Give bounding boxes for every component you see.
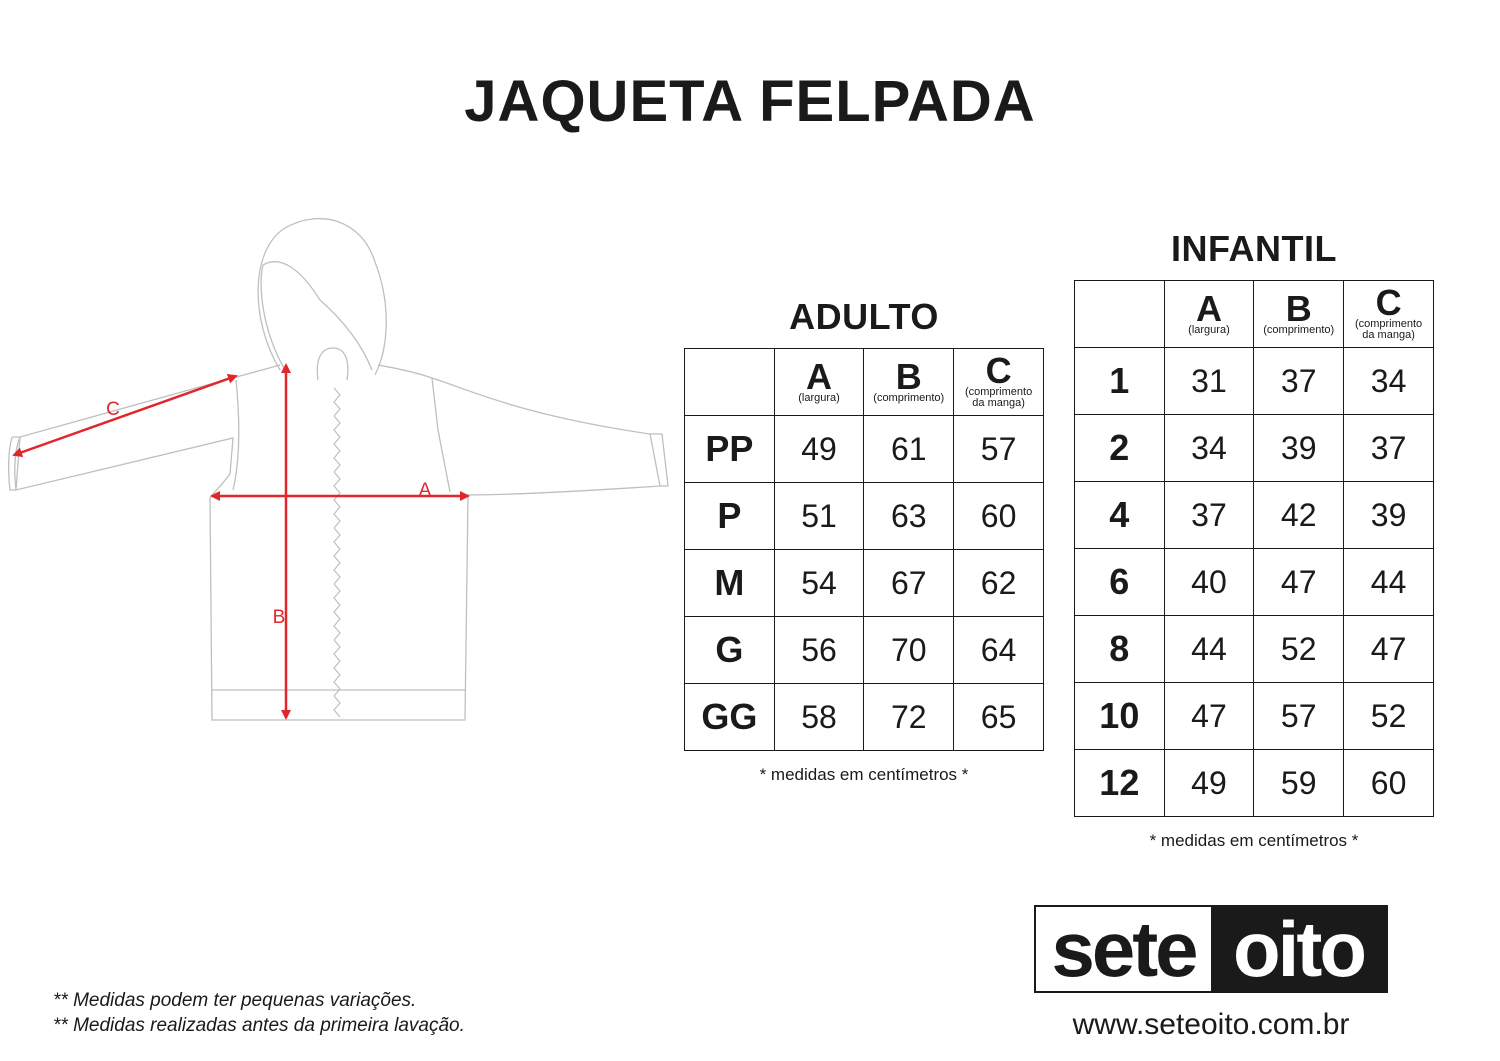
value-c: 47 [1344, 616, 1434, 683]
size-label: GG [685, 684, 775, 751]
table-row [1075, 683, 1434, 750]
size-label: PP [685, 416, 775, 483]
adult-header-row [685, 349, 1044, 416]
size-label: 8 [1075, 616, 1165, 683]
value-a: 49 [774, 416, 864, 483]
table-row [685, 617, 1044, 684]
header-b: B (comprimento) [1254, 281, 1344, 348]
table-row [1075, 549, 1434, 616]
table-row [1075, 616, 1434, 683]
value-b: 37 [1254, 348, 1344, 415]
logo-part-1: sete [1036, 907, 1211, 991]
value-b: 67 [864, 550, 954, 617]
value-b: 47 [1254, 549, 1344, 616]
value-c: 65 [954, 684, 1044, 751]
header-empty [685, 349, 775, 416]
value-a: 49 [1164, 750, 1254, 817]
value-c: 57 [954, 416, 1044, 483]
value-a: 47 [1164, 683, 1254, 750]
kids-size-table [1074, 228, 1434, 851]
value-b: 63 [864, 483, 954, 550]
table-row [1075, 482, 1434, 549]
value-b: 72 [864, 684, 954, 751]
adult-units-note: * medidas em centímetros * [759, 765, 969, 784]
value-c: 34 [1344, 348, 1434, 415]
table-row [685, 684, 1044, 751]
brand-logo [1034, 905, 1388, 993]
value-b: 42 [1254, 482, 1344, 549]
table-row [685, 416, 1044, 483]
zipper [334, 388, 340, 717]
table-row [685, 550, 1044, 617]
value-c: 37 [1344, 415, 1434, 482]
header-b: B (comprimento) [864, 349, 954, 416]
footnote-variations: ** Medidas podem ter pequenas variações. [53, 990, 417, 1011]
size-label: P [685, 483, 775, 550]
value-c: 64 [954, 617, 1044, 684]
header-c: C (comprimento da manga) [954, 349, 1044, 416]
value-a: 58 [774, 684, 864, 751]
value-a: 44 [1164, 616, 1254, 683]
website-url: www.seteoito.com.br [1072, 1008, 1350, 1041]
size-label: 10 [1075, 683, 1165, 750]
footnote-washing: ** Medidas realizadas antes da primeira lavação. [53, 1015, 465, 1036]
value-c: 39 [1344, 482, 1434, 549]
page-title: JAQUETA FELPADA [464, 69, 1036, 134]
kids-header-row [1075, 281, 1434, 348]
size-label: 2 [1075, 415, 1165, 482]
table-row [1075, 415, 1434, 482]
size-label: 6 [1075, 549, 1165, 616]
label-c: C [106, 399, 120, 420]
value-a: 31 [1164, 348, 1254, 415]
arrow-c [14, 376, 236, 455]
value-c: 52 [1344, 683, 1434, 750]
table-row [685, 483, 1044, 550]
value-b: 52 [1254, 616, 1344, 683]
size-label: M [685, 550, 775, 617]
value-a: 54 [774, 550, 864, 617]
value-b: 70 [864, 617, 954, 684]
header-a: A (largura) [1164, 281, 1254, 348]
value-c: 60 [954, 483, 1044, 550]
adult-table-title: ADULTO [789, 296, 939, 337]
value-c: 62 [954, 550, 1044, 617]
value-b: 39 [1254, 415, 1344, 482]
adult-size-table [684, 296, 1044, 785]
size-label: G [685, 617, 775, 684]
value-a: 40 [1164, 549, 1254, 616]
value-a: 34 [1164, 415, 1254, 482]
value-b: 59 [1254, 750, 1344, 817]
logo-part-2: oito [1211, 907, 1386, 991]
value-a: 37 [1164, 482, 1254, 549]
value-a: 51 [774, 483, 864, 550]
header-c: C (comprimento da manga) [1344, 281, 1434, 348]
value-b: 61 [864, 416, 954, 483]
value-c: 60 [1344, 750, 1434, 817]
value-c: 44 [1344, 549, 1434, 616]
kids-table-title: INFANTIL [1171, 228, 1337, 269]
table-row [1075, 348, 1434, 415]
size-label: 12 [1075, 750, 1165, 817]
kids-units-note: * medidas em centímetros * [1149, 831, 1359, 850]
header-a: A (largura) [774, 349, 864, 416]
label-b: B [272, 607, 286, 628]
label-a: A [418, 480, 432, 501]
value-a: 56 [774, 617, 864, 684]
value-b: 57 [1254, 683, 1344, 750]
jacket-diagram [0, 205, 680, 735]
size-label: 1 [1075, 348, 1165, 415]
header-empty [1075, 281, 1165, 348]
table-row [1075, 750, 1434, 817]
size-label: 4 [1075, 482, 1165, 549]
